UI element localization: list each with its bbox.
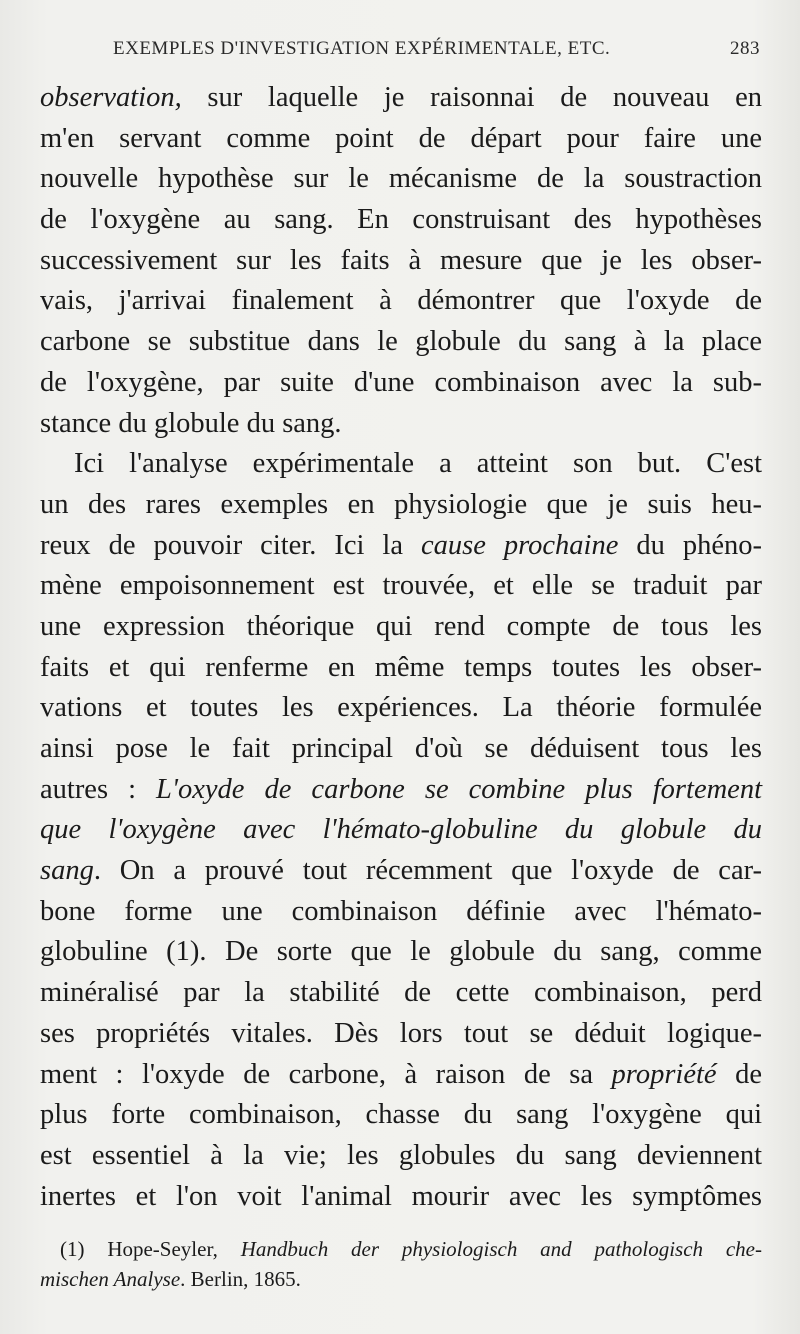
text-line: [40, 78, 762, 119]
text-span: vations et toutes les expériences. La théorie formulée: [40, 692, 762, 724]
text-line: [40, 241, 762, 282]
footnote-line: [40, 1234, 762, 1264]
text-span: de l'oxygène, par suite d'une combinaison avec la sub-: [40, 366, 762, 398]
italic-text-span: que l'oxygène avec l'hémato-globuline du globule du: [40, 814, 762, 846]
text-line: [40, 770, 762, 811]
text-span: (1) Hope-Seyler,: [60, 1237, 241, 1261]
text-span: est essentiel à la vie; les globules du sang deviennent: [40, 1139, 762, 1171]
text-line: [40, 322, 762, 363]
text-line: [40, 973, 762, 1014]
text-line: [40, 1136, 762, 1177]
text-line: [40, 648, 762, 689]
text-span: . Berlin, 1865.: [180, 1267, 301, 1291]
text-line: [40, 404, 762, 445]
text-line: [40, 526, 762, 567]
text-span: globuline (1). De sorte que le globule du sang, comme: [40, 936, 762, 968]
text-span: une expression théorique qui rend compte de tous les: [40, 610, 762, 642]
text-line: [40, 1177, 762, 1218]
text-span: ment : l'oxyde de carbone, à raison de sa: [40, 1058, 612, 1090]
text-line: [40, 159, 762, 200]
text-span: nouvelle hypothèse sur le mécanisme de la soustraction: [40, 163, 762, 195]
italic-text-span: propriété: [611, 1058, 717, 1090]
italic-text-span: observation,: [40, 82, 182, 113]
text-span: de l'oxygène au sang. En construisant des hypothèses: [40, 204, 762, 236]
italic-text-span: Handbuch der physiologisch and pathologisch che-: [240, 1237, 762, 1261]
text-span: ainsi pose le fait principal d'où se déduisent tous les: [40, 733, 762, 764]
text-span: faits et qui renferme en même temps toutes les obser-: [40, 651, 762, 683]
footnote: [40, 1234, 762, 1294]
text-span: sur laquelle je raisonnai de nouveau en: [181, 82, 762, 113]
text-span: . On a prouvé tout récemment que l'oxyde de car-: [93, 855, 762, 887]
text-line: [40, 810, 762, 851]
text-line: [40, 729, 762, 770]
text-line: [40, 566, 762, 607]
text-line: [40, 892, 762, 933]
text-line: [40, 200, 762, 241]
text-span: inertes et l'on voit l'animal mourir avec les symptômes: [40, 1180, 762, 1212]
text-span: minéralisé par la stabilité de cette combinaison, perd: [40, 977, 762, 1009]
text-span: carbone se substitue dans le globule du sang à la place: [40, 326, 762, 358]
text-span: ses propriétés vitales. Dès lors tout se déduit logique-: [40, 1017, 762, 1049]
text-span: un des rares exemples en physiologie que je suis heu-: [40, 488, 762, 520]
text-span: de: [716, 1058, 762, 1090]
text-span: reux de pouvoir citer. Ici la: [40, 529, 421, 561]
italic-text-span: L'oxyde de carbone se combine plus fortement: [156, 773, 762, 805]
text-span: stance du globule du sang.: [40, 407, 342, 439]
italic-text-span: mischen Analyse: [40, 1267, 181, 1291]
text-span: m'en servant comme point de départ pour faire une: [40, 122, 762, 154]
text-line: [40, 688, 762, 729]
text-line: [40, 932, 762, 973]
text-span: autres :: [40, 773, 157, 805]
text-line: [40, 119, 762, 160]
page-number: 283: [730, 38, 760, 59]
footnote-line: [40, 1264, 762, 1294]
text-line: [40, 851, 762, 892]
text-line: [40, 1014, 762, 1055]
text-line: [40, 1095, 762, 1136]
text-line: [40, 444, 762, 485]
running-title: EXEMPLES D'INVESTIGATION EXPÉRIMENTALE, ETC.: [113, 38, 611, 59]
text-line: [40, 1055, 762, 1096]
text-line: [40, 485, 762, 526]
text-line: [40, 281, 762, 322]
body-text: [40, 78, 762, 1217]
text-span: successivement sur les faits à mesure que je les obser-: [40, 244, 762, 276]
text-span: bone forme une combinaison définie avec l'hémato-: [40, 895, 762, 927]
text-span: Ici l'analyse expérimentale a atteint son but. C'est: [74, 448, 762, 480]
text-span: du phéno-: [618, 529, 762, 561]
text-line: [40, 363, 762, 404]
text-span: vais, j'arrivai finalement à démontrer que l'oxyde de: [40, 285, 762, 317]
italic-text-span: cause prochaine: [420, 529, 619, 561]
text-span: plus forte combinaison, chasse du sang l'oxygène qui: [40, 1099, 762, 1131]
text-line: [40, 607, 762, 648]
italic-text-span: sang: [40, 855, 94, 887]
text-span: mène empoisonnement est trouvée, et elle se traduit par: [40, 570, 762, 602]
